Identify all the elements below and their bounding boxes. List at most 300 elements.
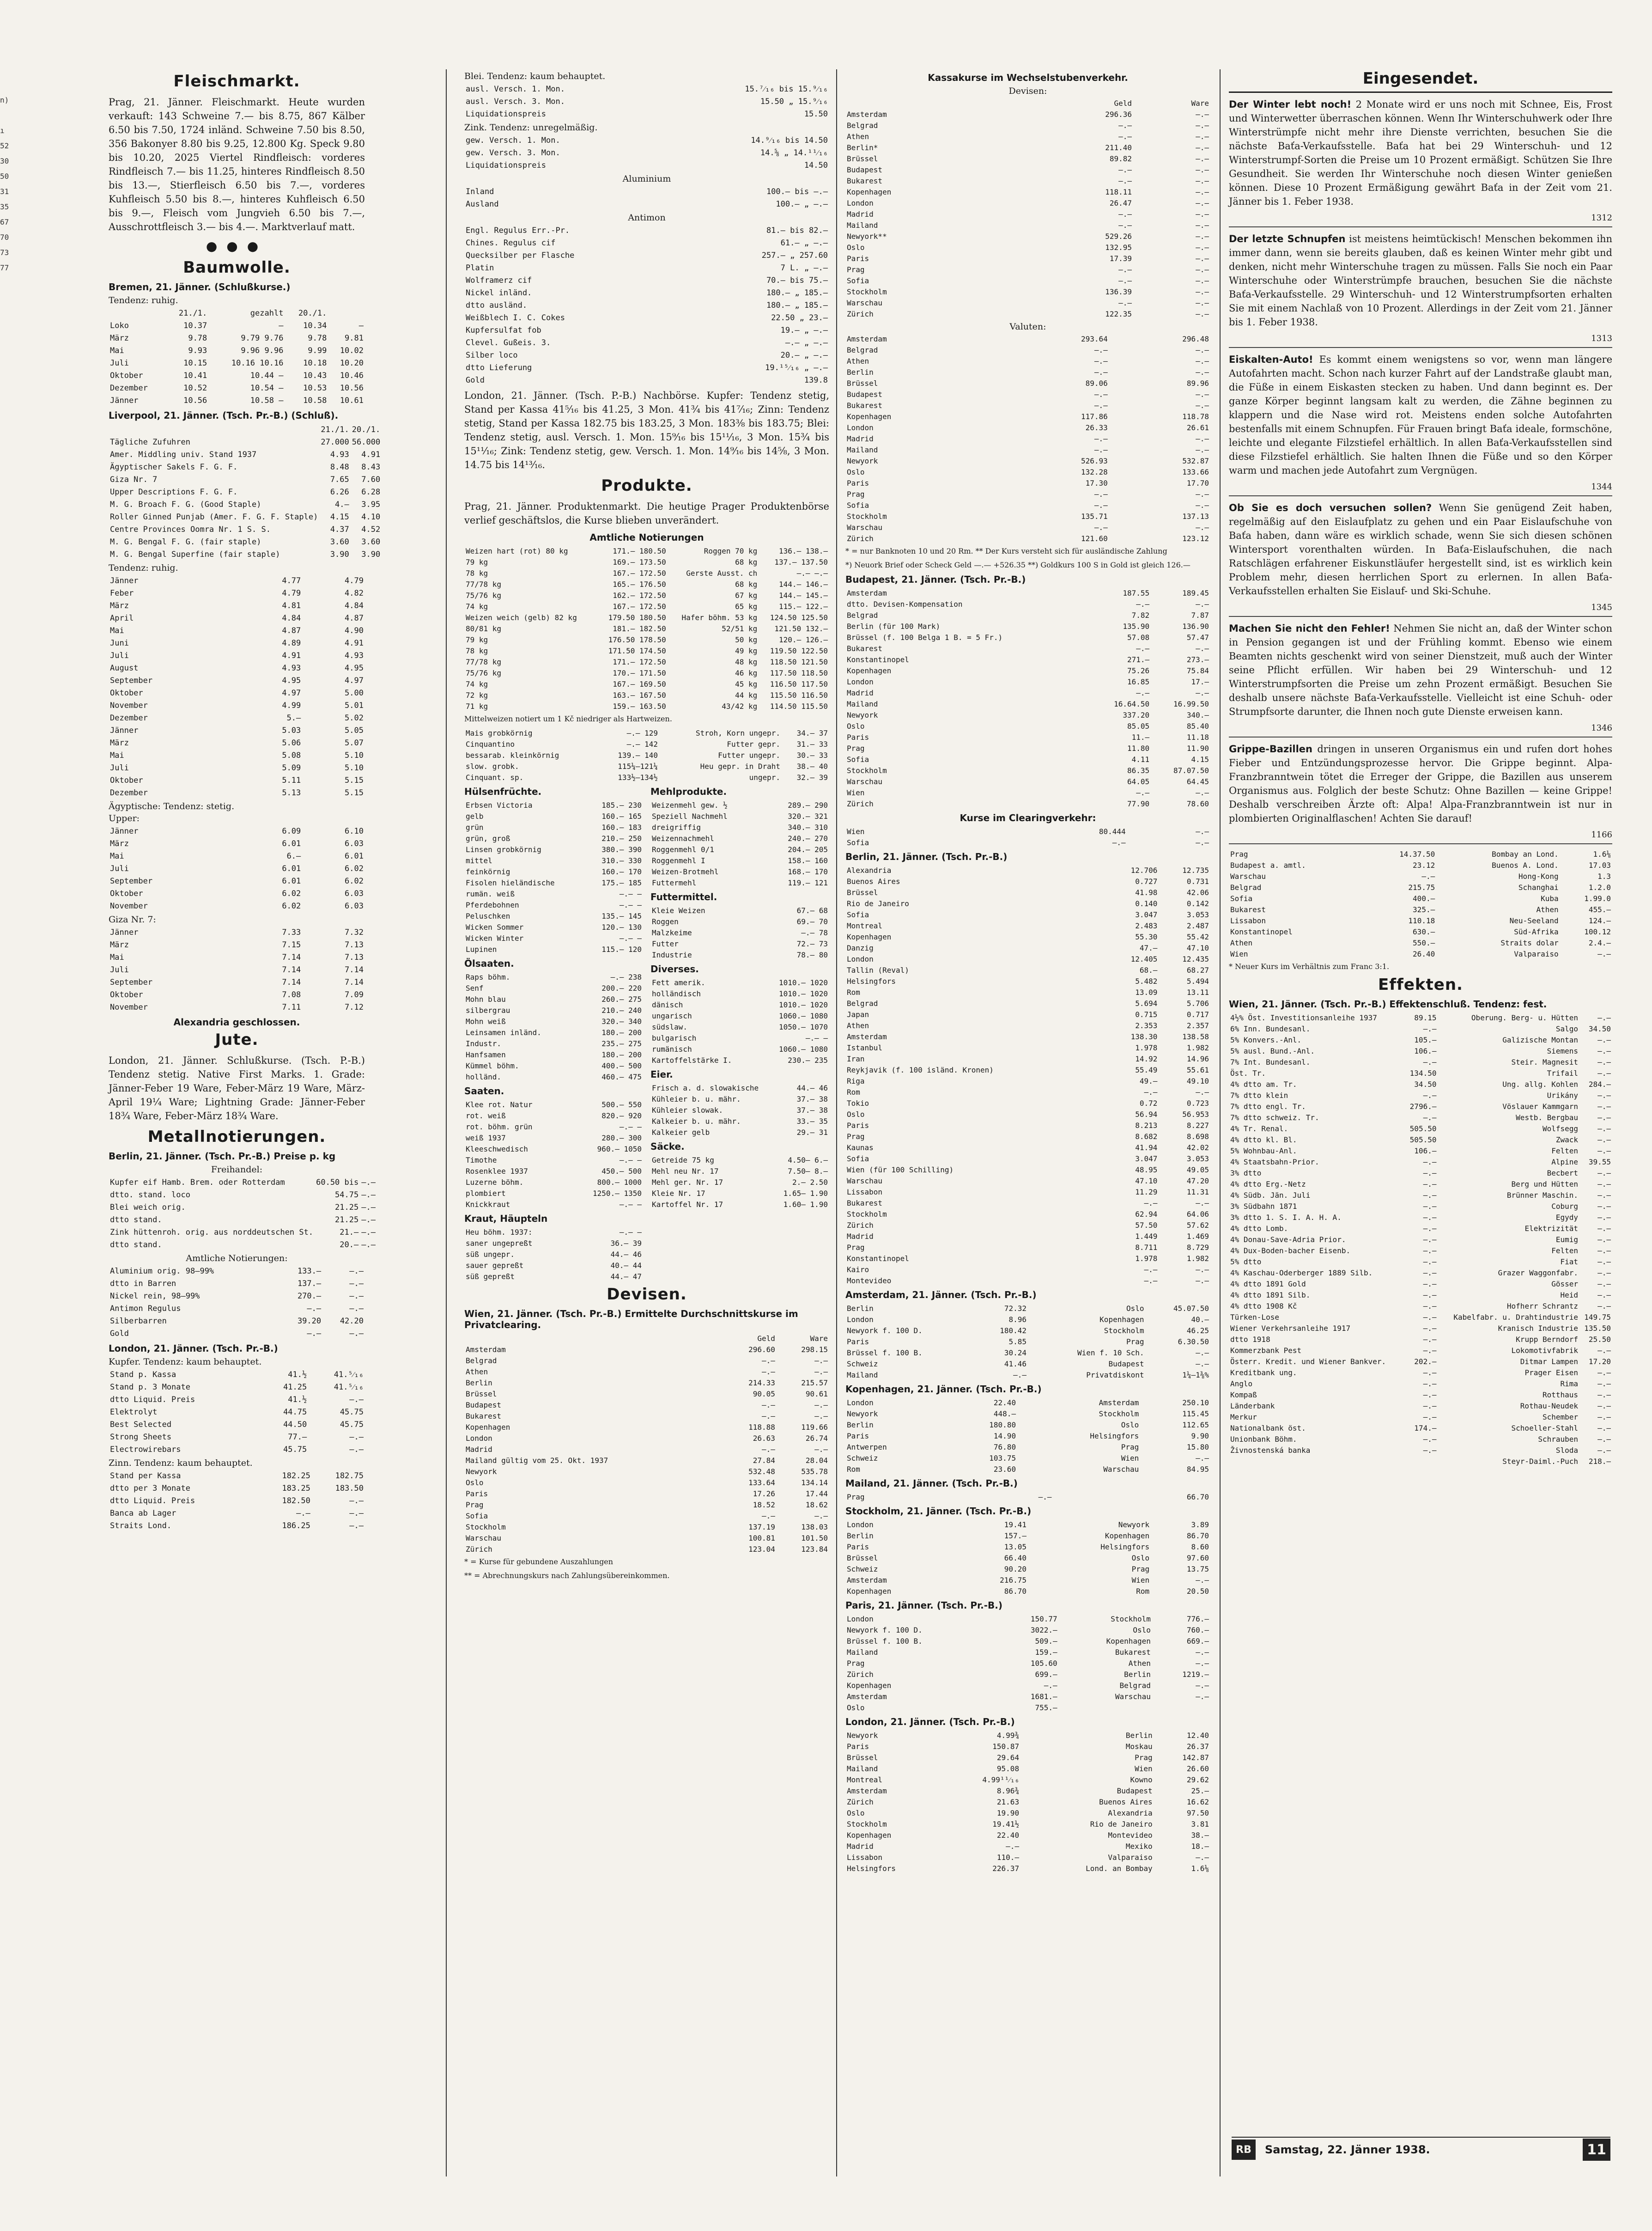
table-row — [845, 120, 1210, 131]
table-cell: —.— — [1196, 490, 1209, 499]
section-title-effekten: Effekten. — [1378, 975, 1463, 994]
table-cell: Kleie Weizen — [652, 906, 705, 915]
table-row — [845, 1031, 1210, 1042]
saat-table — [464, 1099, 643, 1210]
table-cell: 4.79 — [345, 576, 364, 585]
ad-number: 1166 — [1591, 830, 1612, 840]
table-cell: —.— — [349, 1292, 364, 1301]
table-cell: 500.— 550 — [601, 1100, 642, 1109]
table-cell: Feber — [110, 589, 134, 598]
table-row — [109, 662, 365, 675]
table-cell: 10.37 — [183, 321, 207, 330]
table-cell: 97.60 — [1186, 1554, 1209, 1562]
table-cell: 5.08 — [282, 751, 301, 760]
table-cell: —.— — [762, 1412, 775, 1420]
table-row — [109, 1406, 365, 1419]
table-cell: 159.— — [1035, 1648, 1057, 1657]
table-cell: 4.99¹¹⁄₁₆ — [982, 1775, 1020, 1784]
table-cell: —.— — [1196, 188, 1209, 196]
metall-berlin-head: Berlin, 21. Jänner. (Tsch. Pr.-B.) Preise p. kg — [109, 1151, 336, 1162]
newspaper-page — [18, 69, 1645, 2213]
table-row — [464, 1455, 829, 1466]
table-row — [109, 1444, 365, 1456]
table-cell: 6.03 — [345, 902, 364, 911]
table-cell: —.— — [1196, 1359, 1209, 1368]
table-cell: 4.82 — [345, 589, 364, 598]
table-cell: 48.95 — [1135, 1165, 1158, 1174]
table-cell: 0.723 — [1186, 1099, 1209, 1108]
ad-headline: Der Winter lebt noch! — [1229, 99, 1352, 110]
table-cell: Gerste Ausst. ch — [686, 569, 758, 578]
table-cell: Stockholm — [847, 1820, 887, 1829]
table-cell: Vöslauer Kammgarn — [1502, 1102, 1579, 1111]
table-cell: Madrid — [466, 1445, 492, 1454]
table-cell: Zwack — [1555, 1135, 1579, 1144]
table-cell: —.— 129 — [626, 729, 658, 738]
table-cell: —.— — [1196, 165, 1209, 174]
table-cell: —.— — [361, 1203, 376, 1212]
table-cell: Gösser — [1551, 1280, 1579, 1288]
table-cell: 529.26 — [1105, 232, 1132, 241]
table-row — [845, 654, 1210, 665]
table-row — [464, 994, 643, 1005]
table-row — [464, 1199, 643, 1210]
table-row — [1229, 893, 1612, 904]
table-cell: 95.08 — [996, 1764, 1020, 1773]
table-cell: Schweiz — [847, 1359, 878, 1368]
table-row — [1229, 904, 1612, 915]
mailand-head: Mailand, 21. Jänner. (Tsch. Pr.-B.) — [845, 1478, 1018, 1489]
table-cell: —.— — [1196, 276, 1209, 285]
table-row — [845, 1530, 1210, 1542]
table-cell: Kopenhagen — [847, 1681, 892, 1690]
table-cell: Mai — [110, 751, 124, 760]
table-cell: 72.— 73 — [796, 939, 828, 948]
table-cell: Warschau — [1115, 1692, 1151, 1701]
table-cell: —.— — [1597, 1435, 1611, 1444]
table-cell: 39.20 — [297, 1317, 322, 1326]
table-cell: dtto. Devisen-Kompensation — [847, 600, 963, 609]
table-row — [109, 436, 382, 449]
table-cell: Prag — [1131, 1565, 1150, 1573]
table-row — [845, 837, 1210, 848]
table-cell: 40.— — [1191, 1315, 1209, 1324]
table-cell: —.— — [1136, 788, 1150, 797]
table-cell: 89.06 — [1085, 379, 1108, 388]
table-row — [109, 712, 365, 725]
table-cell: 0.731 — [1186, 877, 1209, 886]
table-row — [464, 262, 829, 274]
table-cell: 3.89 — [1191, 1520, 1209, 1529]
ad-number: 1344 — [1591, 482, 1612, 492]
table-cell: Paris — [847, 733, 869, 742]
table-cell: Berlin — [1124, 1670, 1151, 1679]
table-row — [845, 1586, 1210, 1597]
table-row — [464, 1260, 643, 1271]
valuten-note: * = nur Banknoten 10 und 20 Rm. ** Der Kurs versteht sich für ausländische Zahlung — [845, 547, 1167, 555]
table-cell: Peluschken — [466, 912, 510, 920]
table-row — [464, 299, 829, 312]
upper-head: Upper: — [109, 813, 140, 823]
table-row — [845, 456, 1210, 467]
table-cell: Kleeschwedisch — [466, 1145, 528, 1153]
table-cell: 7% Int. Bundesanl. — [1230, 1058, 1311, 1067]
table-cell: —.— — [349, 1329, 364, 1338]
column-header — [845, 98, 1023, 109]
table-cell: 41.½ — [288, 1370, 307, 1379]
table-cell: Stockholm — [1111, 1615, 1151, 1623]
table-cell: Newyork — [847, 711, 878, 719]
table-cell: Speziell Nachmehl — [652, 812, 728, 821]
table-row — [109, 1239, 377, 1251]
table-cell: 10.16 10.16 — [231, 359, 284, 368]
table-cell: Paris — [847, 1337, 869, 1346]
table-cell: Madrid — [847, 1842, 874, 1851]
table-cell: 320.— 340 — [601, 1017, 642, 1026]
table-row — [464, 557, 829, 568]
table-cell: Urikány — [1547, 1091, 1579, 1100]
table-cell: 19.41½ — [992, 1820, 1020, 1829]
table-cell: Wien — [1131, 1576, 1150, 1585]
table-cell: Lissabon — [1230, 916, 1266, 925]
table-cell — [1152, 1702, 1210, 1713]
table-cell: 7.14 — [282, 953, 301, 962]
table-cell: März — [110, 601, 129, 610]
ad-text: dringen in unseren Organismus ein und rufen dort hohes Fieber und Entzündungsprozesse hervor. Die Grippe beginnt. Alpa-Franzbranntwein tötet die Erreger der Grippe, die Bazillen aus unserem Organismus aus. Folglich der beste Schutz: Ohne Bazillen — keine Grippe! Deshalb verschreiben Ärzte oft: Alpa! Alpa-Franzbranntwein ist nur in plombierten Originalflaschen! Achten Sie darauf! — [1229, 744, 1612, 824]
table-row — [650, 822, 829, 833]
table-cell: Berlin — [847, 1304, 874, 1313]
table-cell: 16.64.50 — [1114, 700, 1150, 708]
section-title-baumwolle: Baumwolle. — [183, 258, 291, 277]
table-cell: 86.70 — [1004, 1587, 1026, 1596]
table-cell: 118.88 — [748, 1423, 775, 1432]
table-cell: Stockholm — [1104, 1326, 1144, 1335]
table-cell: Sloda — [1555, 1446, 1579, 1455]
table-cell: Mehl ger. Nr. 17 — [652, 1178, 723, 1187]
table-cell: —.— — [1423, 1058, 1437, 1067]
table-cell: Oslo — [1126, 1304, 1144, 1313]
table-cell: Roggen — [652, 917, 679, 926]
table-cell: Wien — [1230, 950, 1248, 958]
table-cell: Lissabon — [847, 1188, 883, 1196]
table-cell: Schanghai — [1518, 883, 1559, 892]
table-cell: 6.28 — [361, 488, 381, 497]
table-cell: 25.— — [1191, 1786, 1209, 1795]
table-cell: 41.46 — [1004, 1359, 1026, 1368]
table-cell: Amsterdam — [847, 1032, 887, 1041]
table-cell: dtto Lieferung — [466, 363, 532, 372]
column-header: 20./1. — [352, 425, 381, 434]
table-cell: Juli — [110, 359, 129, 368]
budapest-head: Budapest, 21. Jänner. (Tsch. Pr.-B.) — [845, 574, 1026, 585]
table-cell: 3.95 — [361, 500, 381, 509]
table-cell: Athen — [847, 1021, 869, 1030]
table-cell: 100.— „ —.— — [776, 200, 828, 209]
table-cell: Amsterdam — [847, 335, 887, 343]
table-cell: 1.65— 1.90 — [783, 1189, 828, 1198]
metall-table-2 — [109, 1265, 365, 1340]
table-cell: —.— — [1423, 1368, 1437, 1377]
table-cell: —.— — [1196, 434, 1209, 443]
table-row — [109, 1431, 365, 1444]
table-cell: Klee rot. Natur — [466, 1100, 533, 1109]
table-row — [845, 754, 1210, 765]
table-row — [109, 612, 365, 625]
table-cell: —.— — [1196, 644, 1209, 653]
table-cell: 10.58 — — [250, 396, 284, 405]
table-cell: Budapest — [1117, 1786, 1153, 1795]
table-cell: —.— — [1118, 276, 1132, 285]
table-row — [845, 522, 1210, 533]
table-cell: 181.— 182.50 — [613, 624, 666, 633]
table-cell: 12.40 — [1186, 1731, 1209, 1740]
table-cell: —.— — [1196, 121, 1209, 130]
table-cell: 2.4.— — [1588, 939, 1611, 947]
huelsen-head: Hülsenfrüchte. — [464, 786, 542, 797]
table-cell: Brüssel — [847, 888, 878, 897]
table-cell: 19.90 — [996, 1809, 1020, 1817]
table-cell: Kartoffelstärke I. — [652, 1056, 732, 1065]
column-rule — [446, 69, 447, 2176]
table-row — [464, 1533, 829, 1544]
table-cell: Moskau — [1125, 1742, 1153, 1751]
table-row — [109, 499, 382, 511]
table-cell: —.— — [1118, 210, 1132, 219]
table-cell: 630.— — [1413, 927, 1435, 936]
table-cell: —.— — [1094, 346, 1108, 354]
table-row — [845, 1702, 1210, 1713]
table-row — [464, 579, 829, 590]
table-cell: Steir. Magnesit — [1511, 1058, 1579, 1067]
table-row — [464, 833, 643, 844]
table-cell: 3.047 — [1135, 910, 1158, 919]
strip-fragment: 31 — [0, 187, 9, 196]
table-row — [845, 1420, 1210, 1431]
table-cell: —.— — [1094, 390, 1108, 399]
table-cell: 139.— 140 — [618, 751, 658, 760]
table-cell: Öst. Tr. — [1230, 1069, 1266, 1078]
table-cell: Jänner — [110, 827, 139, 836]
table-cell: 6.01 — [282, 864, 301, 873]
table-row — [845, 334, 1210, 345]
table-cell: 8.711 — [1135, 1243, 1158, 1252]
table-cell: 180.42 — [1000, 1326, 1026, 1335]
table-cell: 776.— — [1186, 1615, 1209, 1623]
table-cell: —.— — [1597, 1013, 1611, 1022]
table-cell: 17.20 — [1588, 1357, 1611, 1366]
table-cell: 505.50 — [1409, 1135, 1437, 1144]
table-cell: 14.37.50 — [1399, 850, 1435, 859]
table-cell: 47.20 — [1186, 1176, 1209, 1185]
table-cell: —.— — [1196, 689, 1209, 697]
table-cell: 215.57 — [801, 1378, 828, 1387]
table-cell: Roller Ginned Punjab (Amer. F. G. F. Staple) — [110, 512, 318, 522]
table-cell: 10.54 — — [250, 384, 284, 393]
table-row — [109, 1226, 377, 1239]
table-cell: 137.19 — [748, 1523, 775, 1531]
table-row — [464, 312, 829, 324]
table-cell: Warschau — [1230, 872, 1266, 881]
table-cell: —.— — [1144, 1276, 1158, 1285]
table-cell: 2.— 2.50 — [792, 1178, 828, 1187]
table-cell: Helsingfors — [847, 1864, 896, 1873]
table-cell: —.— — [1423, 1257, 1437, 1266]
table-row — [845, 1819, 1210, 1830]
saecke-head: Säcke. — [650, 1141, 685, 1152]
table-row — [845, 1647, 1210, 1658]
table-cell: 7.60 — [361, 475, 381, 484]
futter-head: Futtermittel. — [650, 891, 717, 902]
table-row — [845, 1187, 1210, 1198]
table-cell: Amsterdam — [847, 589, 887, 597]
table-cell: Roggen 70 kg — [704, 547, 758, 555]
table-row — [845, 787, 1210, 799]
table-cell: 755.— — [1035, 1703, 1057, 1712]
table-cell: 4.95 — [282, 676, 301, 685]
table-cell: 106.— — [1414, 1146, 1437, 1155]
table-cell: 44.— 46 — [610, 1250, 642, 1259]
table-cell: 160.— 170 — [601, 867, 642, 876]
table-row — [845, 109, 1210, 120]
table-cell: dtto. stand. loco — [110, 1190, 190, 1200]
table-cell: 100.— bis —.— — [766, 187, 828, 196]
table-cell: dtto Liquid. Preis — [110, 1395, 195, 1404]
table-row — [845, 1542, 1210, 1553]
table-cell: 187.55 — [1123, 589, 1150, 597]
table-cell: Fisolen hieländische — [466, 878, 555, 887]
table-cell: 215.75 — [1408, 883, 1435, 892]
table-cell: Montevideo — [847, 1276, 892, 1285]
table-row — [464, 96, 829, 108]
table-cell: 18.62 — [805, 1500, 828, 1509]
table-cell: 47.10 — [1135, 1176, 1158, 1185]
table-row — [1229, 949, 1612, 960]
table-row — [464, 1366, 829, 1378]
table-row — [845, 865, 1210, 876]
table-row — [650, 988, 829, 1000]
table-cell: Kühleier b. u. mähr. — [652, 1095, 741, 1103]
table-cell: gelb — [466, 812, 484, 821]
table-row — [464, 1411, 829, 1422]
table-cell: 5.11 — [282, 776, 301, 785]
table-cell: 189.45 — [1182, 589, 1209, 597]
table-cell: 110.18 — [1408, 916, 1435, 925]
table-cell: bessarab. kleinkörnig — [466, 751, 559, 760]
table-row — [845, 1464, 1210, 1475]
table-cell: 6.01 — [282, 877, 301, 886]
table-cell: —.— — [1597, 1346, 1611, 1355]
table-cell: 101.50 — [801, 1534, 828, 1542]
table-row — [845, 1808, 1210, 1819]
table-cell: 1010.— 1020 — [779, 978, 828, 987]
table-row — [1229, 1212, 1612, 1223]
table-cell: Rosenklee 1937 — [466, 1167, 528, 1176]
table-cell: Cinquantino — [466, 740, 515, 749]
table-cell: Juli — [110, 864, 129, 873]
table-cell: Mailand — [847, 1371, 878, 1379]
table-row — [109, 549, 382, 561]
table-cell: 800.— 1000 — [597, 1178, 642, 1187]
table-cell: 149.75 — [1584, 1313, 1611, 1322]
table-cell: Kopenhagen — [847, 1587, 892, 1596]
table-row — [109, 1328, 365, 1340]
table-cell: 6.02 — [282, 889, 301, 898]
table-cell: Wien — [1135, 1764, 1153, 1773]
table-cell: —.— — [1423, 1268, 1437, 1277]
table-cell: süß gepreßt — [466, 1272, 515, 1281]
table-row — [845, 1408, 1210, 1420]
table-cell: feinkörnig — [466, 867, 510, 876]
table-cell: 21.— — [340, 1228, 359, 1237]
table-cell: —.— — [349, 1267, 364, 1276]
table-cell: Hafer böhm. 53 kg — [681, 613, 758, 622]
table-cell: 9.96 9.96 — [241, 346, 284, 355]
table-cell: 135.90 — [1123, 622, 1150, 631]
table-cell: Zürich — [847, 799, 874, 808]
table-cell: —.— — [1094, 490, 1108, 499]
table-cell: Coburg — [1551, 1202, 1579, 1211]
table-row — [845, 1370, 1210, 1381]
table-cell: —.— — [1094, 501, 1108, 510]
table-row — [109, 1201, 377, 1214]
table-cell: —.— — [1423, 1113, 1437, 1122]
table-cell: Industr. — [466, 1039, 502, 1048]
table-row — [845, 1020, 1210, 1031]
ad-headline: Machen Sie nicht den Fehler! — [1229, 623, 1390, 634]
table-cell: Lissabon — [847, 1853, 883, 1862]
table-row — [845, 688, 1210, 699]
berlin-table — [845, 865, 1210, 1286]
table-cell: Wien (für 100 Schilling) — [847, 1165, 954, 1174]
table-cell: Zürich — [847, 1798, 874, 1806]
table-cell: 1060.— 1080 — [779, 1012, 828, 1020]
table-cell: Zürich — [847, 534, 874, 543]
table-row — [109, 486, 382, 499]
table-cell: Newyork — [847, 1409, 878, 1418]
amtliche: Amtliche Notierungen: — [186, 1253, 288, 1263]
table-cell: 325.— — [1413, 905, 1435, 914]
table-row — [845, 976, 1210, 987]
table-cell: Österr. Kredit. und Wiener Bankver. — [1230, 1357, 1386, 1366]
table-cell: Riga — [847, 1077, 865, 1085]
table-cell: Timothe — [466, 1156, 497, 1164]
table-row — [464, 1271, 643, 1282]
table-cell: 26.40 — [1413, 950, 1435, 958]
table-cell: Amsterdam — [847, 110, 887, 119]
table-row — [845, 1553, 1210, 1564]
table-cell: —.— — [1196, 110, 1209, 119]
table-cell: Mohn weiß — [466, 1017, 506, 1026]
valuten-sub: Valuten: — [1009, 322, 1046, 332]
table-cell: Roggenmehl 0/1 — [652, 845, 714, 854]
table-row — [845, 1852, 1210, 1863]
table-cell: März — [110, 334, 129, 343]
table-row — [845, 1347, 1210, 1359]
table-row — [845, 987, 1210, 998]
table-cell: 121.50 132.— — [774, 624, 828, 633]
table-row — [464, 761, 829, 772]
table-row — [109, 625, 365, 637]
table-cell: Futter gepr. — [727, 740, 781, 749]
table-cell: 183.25 — [282, 1484, 310, 1493]
table-cell: sauer gepreßt — [466, 1261, 524, 1270]
table-cell: 5.694 — [1135, 999, 1158, 1008]
table-cell: 4% Südb. Jän. Juli — [1230, 1191, 1311, 1200]
table-cell: 41.⁵⁄₁₆ — [334, 1370, 364, 1379]
table-row — [650, 1033, 829, 1044]
table-cell: 49 kg — [735, 646, 758, 655]
table-cell: 41.25 — [283, 1383, 307, 1392]
